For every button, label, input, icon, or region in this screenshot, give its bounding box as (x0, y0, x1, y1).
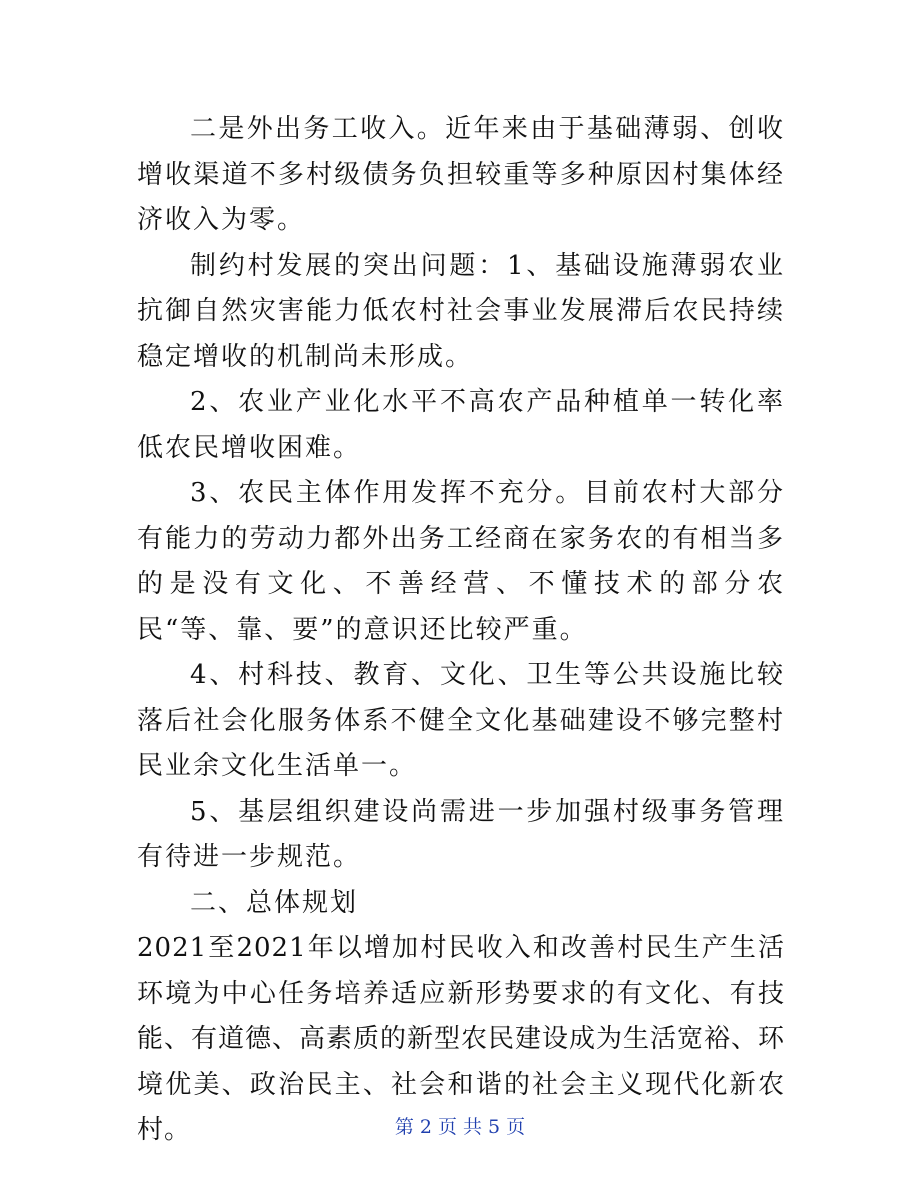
document-body (137, 107, 785, 1154)
paragraph-income: 二是外出务工收入。近年来由于基础薄弱、创收增收渠道不多村级债务负担较重等多种原因村集体经济收入为零。 (137, 114, 785, 235)
paragraph-overall-plan: 2021至2021年以增加村民收入和改善村民生产生活环境为中心任务培养适应新形势要求的有文化、有技能、有道德、高素质的新型农民建设成为生活宽裕、环境优美、政治民主、社会和谐的社会主义现代化新农村。 (137, 933, 786, 1145)
paragraph-problems-4: 4、村科技、教育、文化、卫生等公共设施比较落后社会化服务体系不健全文化基础建设不够完整村民业余文化生活单一。 (137, 660, 785, 781)
paragraph-problems-1: 制约村发展的突出问题：1、基础设施薄弱农业抗御自然灾害能力低农村社会事业发展滞后农民持续稳定增收的机制尚未形成。 (137, 250, 785, 372)
section-heading-overall-plan: 二、总体规划 (190, 887, 359, 918)
page-footer: 第 2 页 共 5 页 (394, 1116, 526, 1138)
paragraph-problems-5: 5、基层组织建设尚需进一步加强村级事务管理有待进一步规范。 (137, 796, 785, 872)
paragraph-problems-3: 3、农民主体作用发挥不充分。目前农村大部分有能力的劳动力都外出务工经商在家务农的有相当多的是没有文化、不善经营、不懂技术的部分农民“等、靠、要”的意识还比较严重。 (137, 478, 785, 645)
paragraph-problems-2: 2、农业产业化水平不高农产品种植单一转化率低农民增收困难。 (137, 387, 785, 463)
